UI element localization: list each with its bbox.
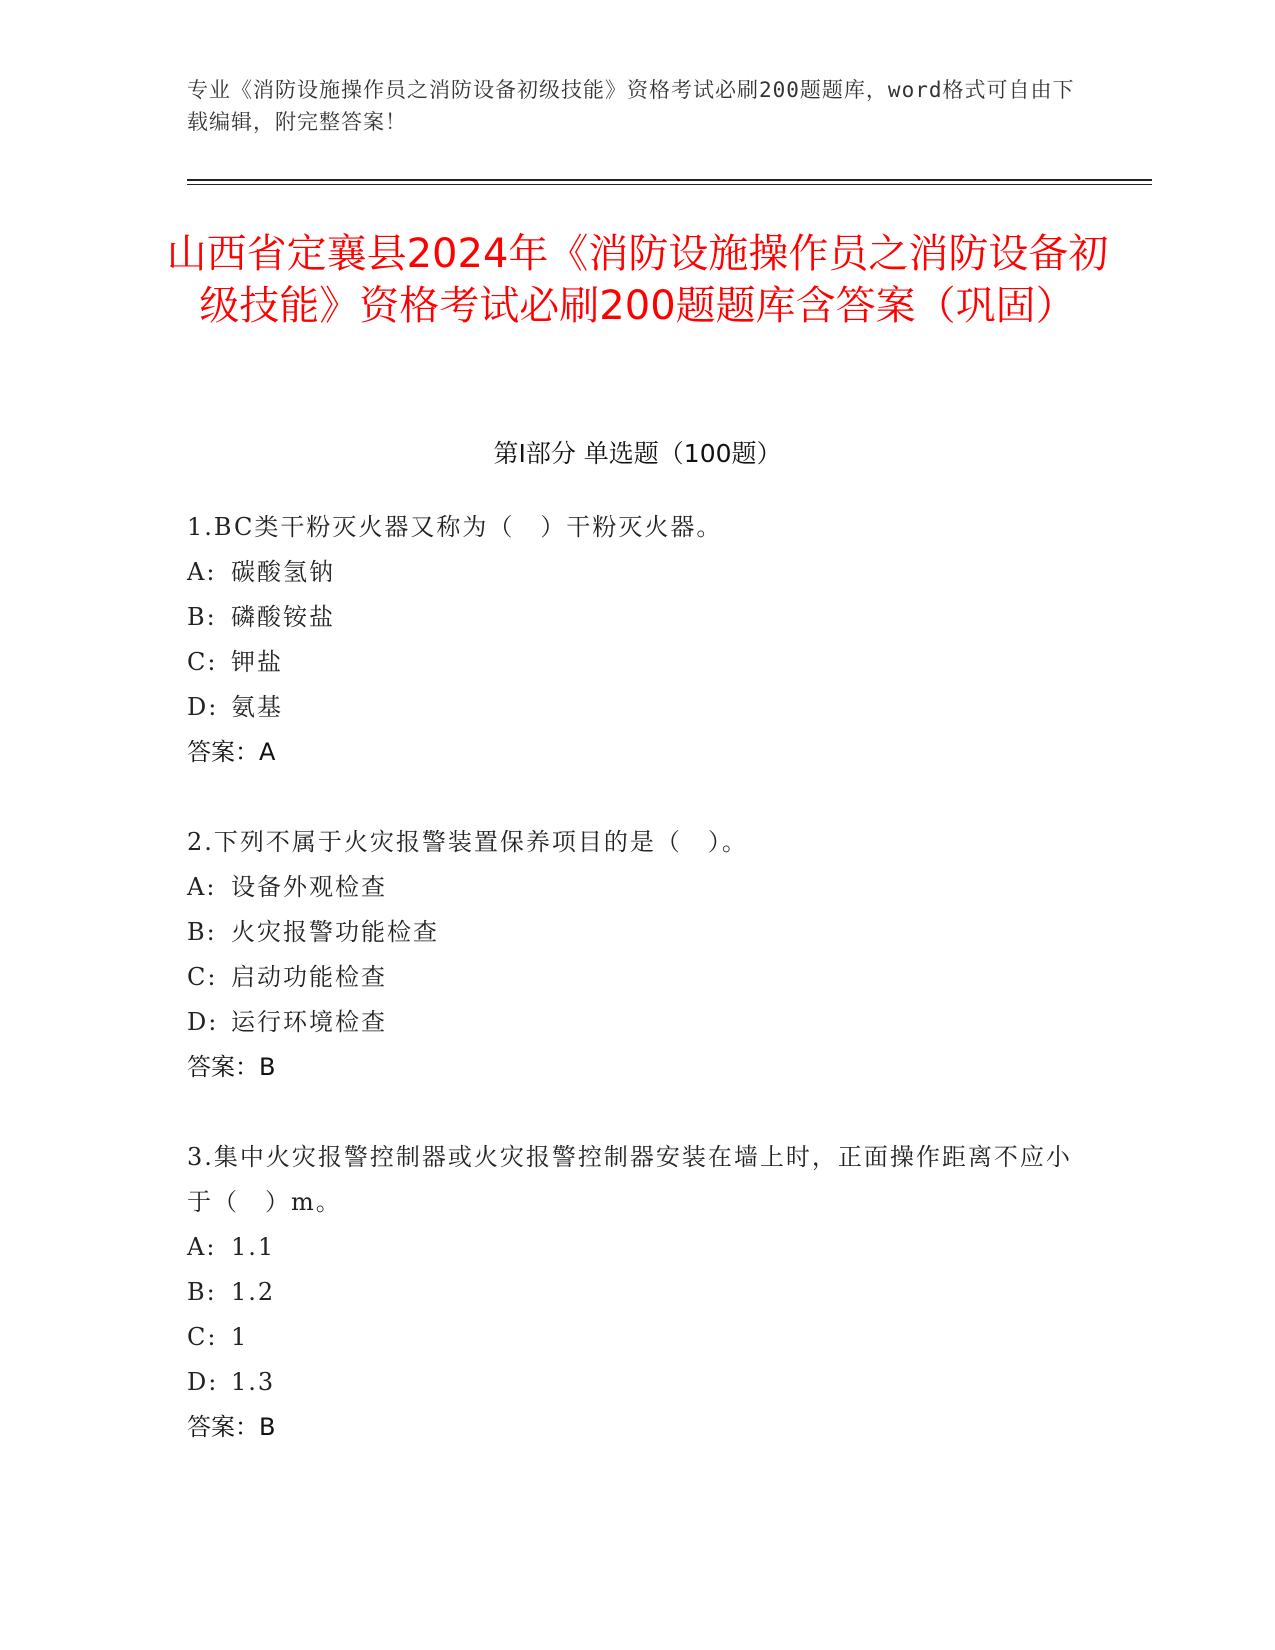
question-1 — [187, 505, 1087, 775]
option-letter: B: — [187, 1278, 217, 1306]
option-text: 1.2 — [231, 1278, 276, 1306]
option-letter: D: — [187, 1368, 219, 1396]
option-c — [187, 640, 1087, 685]
option-text: 1.1 — [231, 1233, 276, 1261]
section-title: 第I部分 单选题（100题） — [493, 439, 782, 468]
question-stem: 3.集中火灾报警控制器或火灾报警控制器安装在墙上时，正面操作距离不应小于（ ）m。 — [187, 1143, 1072, 1216]
option-text: 氨基 — [231, 693, 283, 721]
option-letter: B: — [187, 603, 217, 631]
option-text: 碳酸氢钠 — [231, 558, 335, 586]
option-c — [187, 955, 1087, 1000]
option-letter: B: — [187, 918, 217, 946]
option-a — [187, 865, 1087, 910]
header-note: 专业《消防设施操作员之消防设备初级技能》资格考试必刷200题题库，word格式可自由下载编辑，附完整答案！ — [187, 78, 1075, 134]
option-letter: C: — [187, 648, 218, 676]
option-text: 磷酸铵盐 — [231, 603, 335, 631]
option-letter: D: — [187, 1008, 219, 1036]
question-stem: 1.BC类干粉灭火器又称为（ ）干粉灭火器。 — [187, 513, 723, 541]
option-d — [187, 1360, 1087, 1405]
answer: 答案：B — [187, 1413, 276, 1441]
option-text: 1 — [231, 1323, 249, 1351]
option-text: 火灾报警功能检查 — [231, 918, 439, 946]
option-letter: C: — [187, 963, 218, 991]
option-letter: A: — [187, 558, 217, 586]
option-text: 运行环境检查 — [231, 1008, 387, 1036]
option-a — [187, 1225, 1087, 1270]
answer: 答案：B — [187, 1053, 276, 1081]
answer: 答案：A — [187, 738, 276, 766]
option-d — [187, 1000, 1087, 1045]
option-letter: D: — [187, 693, 219, 721]
option-d — [187, 685, 1087, 730]
option-a — [187, 550, 1087, 595]
option-text: 1.3 — [231, 1368, 276, 1396]
option-text: 启动功能检查 — [231, 963, 387, 991]
document-title: 山西省定襄县2024年《消防设施操作员之消防设备初级技能》资格考试必刷200题题库含答案（巩固） — [166, 231, 1109, 329]
option-letter: C: — [187, 1323, 218, 1351]
header-divider-thin — [187, 184, 1152, 185]
option-letter: A: — [187, 1233, 217, 1261]
option-text: 设备外观检查 — [231, 873, 387, 901]
question-stem: 2.下列不属于火灾报警装置保养项目的是（ ）。 — [187, 828, 748, 856]
option-b — [187, 1270, 1087, 1315]
header-divider-thick — [187, 179, 1152, 181]
option-text: 钾盐 — [231, 648, 283, 676]
option-b — [187, 910, 1087, 955]
option-b — [187, 595, 1087, 640]
question-2 — [187, 820, 1087, 1090]
option-c — [187, 1315, 1087, 1360]
question-3 — [187, 1135, 1087, 1450]
option-letter: A: — [187, 873, 217, 901]
